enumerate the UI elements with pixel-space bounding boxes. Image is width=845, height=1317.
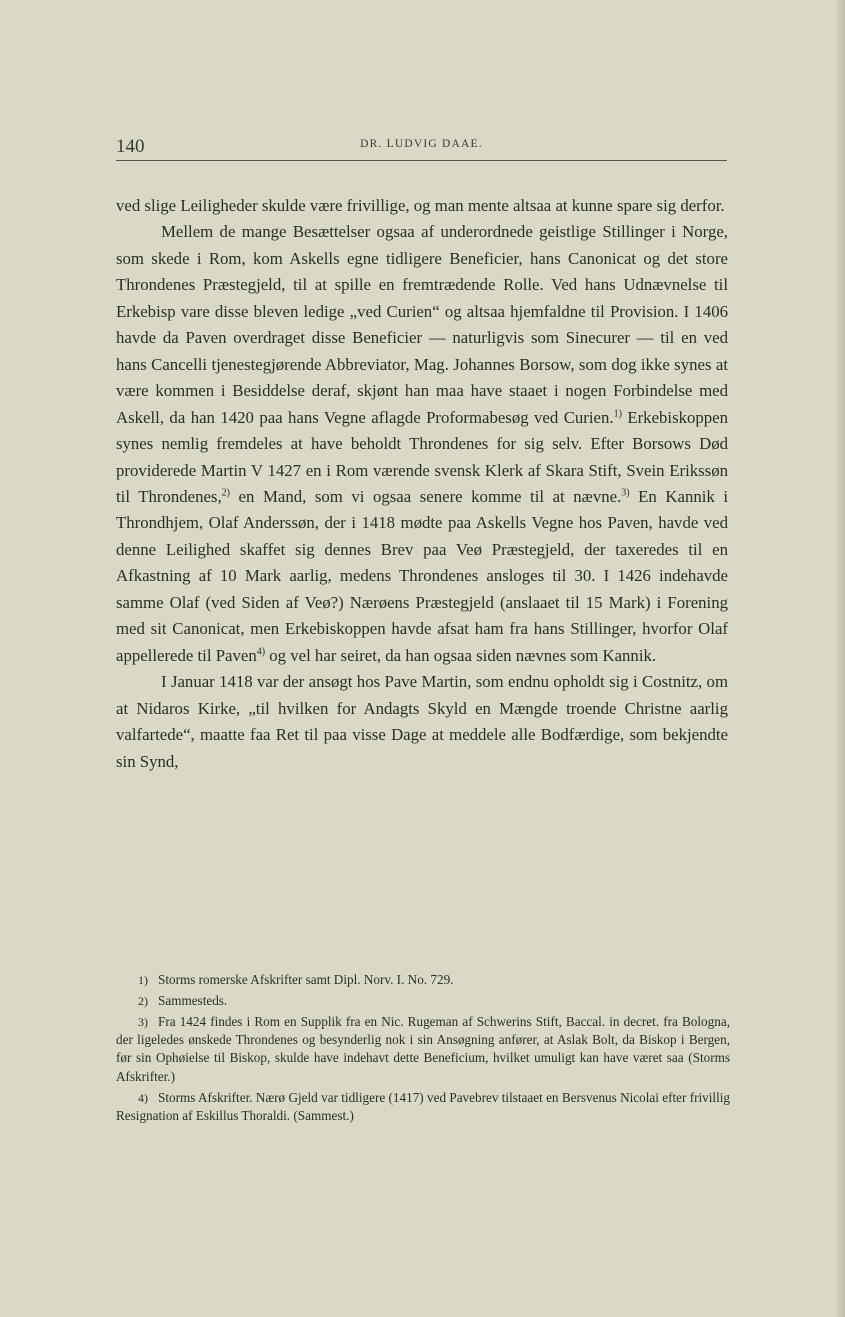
paragraph-3: I Januar 1418 var der ansøgt hos Pave Martin, som endnu opholdt sig i Costnitz, om at Nidaros Kirke, „til hvilken for Andagts Skyld en Mængde troende Christne aarlig valfartede“, maatte faa Ret til paa visse Dage at meddele alle Bodfærdige, som bekjendte sin Synd, [116,672,728,771]
page-edge-shadow [835,0,845,1317]
footnote-4 [116,1089,730,1126]
footnotes [116,971,730,1128]
footnote-2-text: Sammesteds. [158,992,228,1008]
footnote-4-text: Storms Afskrifter. Nærø Gjeld var tidligere (1417) ved Pavebrev tilstaaet en Bersvenus Nicolai efter frivillig Resignation af Eskillus Thoraldi. (Sammest.) [116,1089,730,1124]
paragraph-2-part-d: En Kannik i Throndhjem, Olaf Anderssøn, der i 1418 mødte paa Askells Vegne hos Paven, havde ved denne Leilighed skaffet sig dennes Brev paa Veø Præstegjeld, der taxeredes til en Afkastning af 10 Mark aarlig, medens Throndenes ansloges til 30. I 1426 indehavde samme Olaf (ved Siden af Veø?) Nærøens Præstegjeld (anslaaet til 15 Mark) i Forening med sit Canonicat, men Erkebiskoppen havde afsat ham fra hans Stillinger, hvorfor Olaf appellerede til Paven [116,486,728,665]
footnote-ref-3: 3) [621,487,630,499]
footnote-3-mark: 3) [138,1014,148,1029]
page-header [116,132,727,161]
footnote-4-mark: 4) [138,1090,148,1105]
footnote-3-text: Fra 1424 findes i Rom en Supplik fra en Nic. Rugeman af Schwerins Stift, Baccal. in decret. fra Bologna, der ligeledes ønskede Throndenes og besynderlig nok i sin Ansøgning anfører, at Aslak Bolt, da Biskop i Bergen, før sin Ophøielse til Biskop, skulde have indehavt dette Beneficium, hvilket umuligt kan have været saa (Storms Afskrifter.) [116,1013,730,1084]
body-text [116,193,728,775]
footnote-ref-2: 2) [221,487,230,499]
paragraph-1: ved slige Leiligheder skulde være frivillige, og man mente altsaa at kunne spare sig derfor. [116,196,725,215]
running-head: DR. LUDVIG DAAE. [360,138,483,150]
footnote-1-text: Storms romerske Afskrifter samt Dipl. Norv. I. No. 729. [158,972,454,987]
footnote-1-mark: 1) [138,973,148,987]
page-number: 140 [116,136,145,157]
paragraph-2-part-b: Erkebiskoppen synes nemlig fremdeles at have beholdt Throndenes for sig selv. Efter Borsows Død providerede Martin V 1427 en i Rom værende svensk Klerk af Skara Stift, Svein Erikssøn til Throndenes, [116,407,729,506]
paragraph-2-part-a: Mellem de mange Besættelser ogsaa af underordnede geistlige Stillinger i Norge, som skede i Rom, kom Askells egne tidligere Beneficier, hans Canonicat og det store Throndenes Præstegjeld, til at spille en fremtrædende Rolle. Ved hans Udnævnelse til Erkebisp vare disse bleven ledige „ved Curien“ og altsaa hjemfaldne til Provision. I 1406 havde da Paven overdraget disse Beneficier — naturligvis som Sinecurer — til en ved hans Cancelli tjenestegjørende Abbreviator, Mag. Johannes Borsow, som dog ikke synes at være kommen i Besiddelse deraf, skjønt han maa have staaet i nogen Forbindelse med Askell, da han 1420 paa hans Vegne aflagde Proformabesøg ved Curien. [116,222,728,427]
footnote-2 [116,992,730,1010]
footnote-ref-4: 4) [256,646,266,658]
paragraph-2-part-e: og vel har seiret, da han ogsaa siden nævnes som Kannik. [265,645,657,665]
footnote-2-mark: 2) [138,993,148,1008]
footnote-3 [116,1013,730,1087]
footnote-1 [116,971,730,989]
footnote-ref-1: 1) [613,408,622,420]
paragraph-2-part-c: en Mand, som vi ogsaa senere komme til at nævne. [230,486,622,506]
paragraph-2 [116,219,728,669]
